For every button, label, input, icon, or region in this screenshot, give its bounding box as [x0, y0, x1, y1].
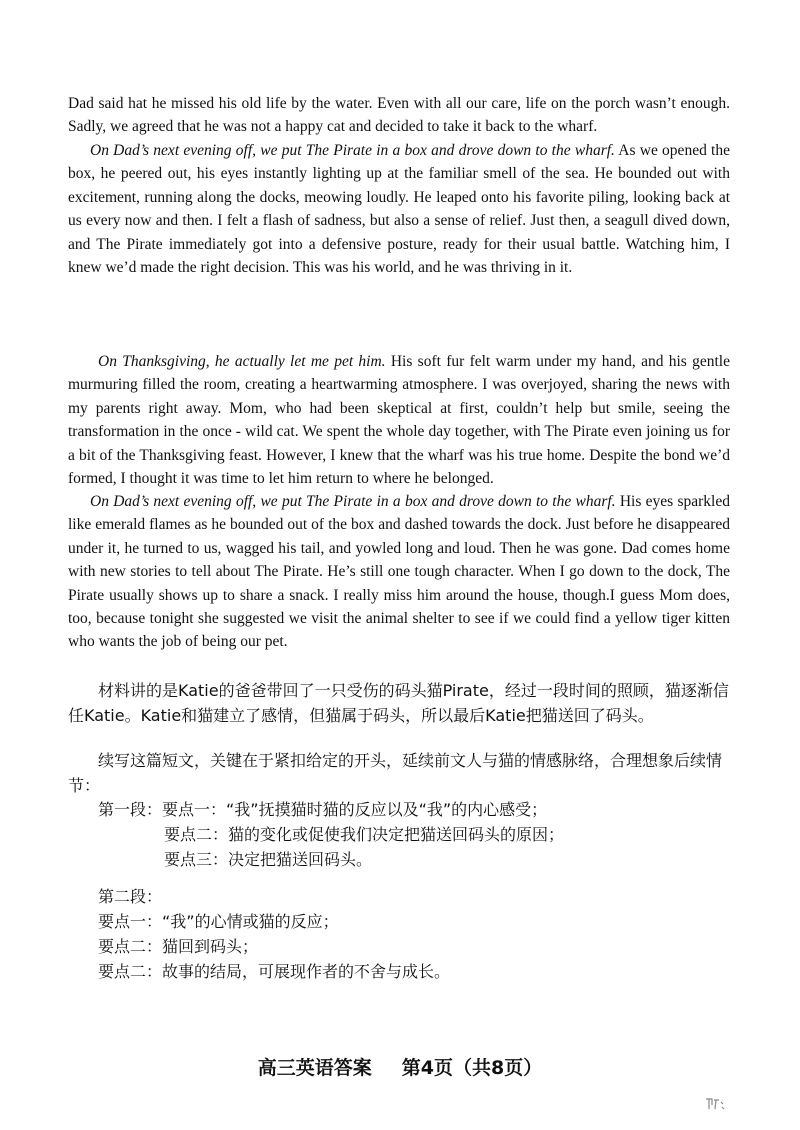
paragraph-two-points: [68, 884, 730, 984]
paragraph-4-given-opening: On Dad’s next evening off, we put The Pirate in a box and drove down to the wharf.: [90, 493, 616, 510]
point-item: 要点三：决定把猫送回码头。: [164, 850, 373, 869]
material-summary: 材料讲的是Katie的爸爸带回了一只受伤的码头猫Pirate，经过一段时间的照顾，猫逐渐信 任Katie。Katie和猫建立了感情，但猫属于码头，所以最后Katie把猫送回了码头。: [68, 681, 729, 725]
point-item: 要点一：“我”的心情或猫的反应；: [98, 912, 339, 931]
writing-guidance: 续写这篇短文，关键在于紧扣给定的开头，延续前文人与猫的情感脉络，合理想象后续情 节：: [68, 751, 723, 795]
point-item: 要点二：猫的变化或促使我们决定把猫送回码头的原因；: [164, 825, 565, 844]
passage-paragraph-4: On Dad’s next evening off, we put The Pirate in a box and drove down to the wharf. His eyes sparkled like emerald flames as he bounded out of the box and dashed towards the dock. Just before he disappeared under it, he turned to us, wagged his tail, and yowled long and loud. Then he was gone. Dad comes home with new stories to tell about The Pirate. He’s still one tough character. When I go down to the dock, The Pirate usually shows up to share a snack. I really miss him around the house, though.I guess Mom does, too, because tonight she suggested we visit the animal shelter to see if we could find a yellow tiger kitten who wants the job of being our pet.: [68, 493, 730, 651]
page-footer: [0, 1053, 800, 1080]
point-item: 要点二：猫回到码头；: [98, 937, 259, 956]
paragraph-one-points: [68, 797, 730, 872]
paragraph-3-given-opening: On Thanksgiving, he actually let me pet him.: [98, 353, 386, 370]
footer-page-number: 第4页（共8页）: [401, 1057, 543, 1079]
passage-paragraph-1: Dad said hat he missed his old life by the water. Even with all our care, life on the porch wasn’t enough. Sadly, we agreed that he was not a happy cat and decided to take it back to the wharf.: [68, 95, 730, 136]
passage-paragraph-2: On Dad’s next evening off, we put The Pirate in a box and drove down to the wharf. As we opened the box, he peered out, his eyes instantly lighting up at the familiar smell of the sea. He bounded out with excitement, running along the docks, meowing loudly. He leaped onto his favorite piling, looking back at us every now and then. I felt a flash of sadness, but also a sense of relief. Just then, a seagull dived down, and The Pirate immediately got into a defensive posture, ready for their usual battle. Watching him, I knew we’d made the right decision. This was his world, and he was thriving in it.: [68, 142, 730, 277]
corner-watermark-icon: [704, 1096, 726, 1112]
paragraph-2-given-opening: On Dad’s next evening off, we put The Pirate in a box and drove down to the wharf.: [90, 142, 615, 159]
paragraph-two-title: 第二段：: [98, 887, 163, 906]
passage-paragraph-3: On Thanksgiving, he actually let me pet him. His soft fur felt warm under my hand, and his gentle murmuring filled the room, creating a heartwarming atmosphere. I was overjoyed, sharing the news with my parents right away. Mom, who had been skeptical at first, couldn’t help but smile, seeing the transformation in the once - wild cat. We spent the whole day together, with The Pirate even joining us for a bit of the Thanksgiving feast. However, I knew that the wharf was his true home. Despite the bond we’d formed, I thought it was time to let him return to where he belonged.: [68, 353, 730, 488]
footer-subject: 高三英语答案: [257, 1057, 372, 1079]
point-item: 要点二：故事的结局，可展现作者的不舍与成长。: [98, 962, 451, 981]
point-item: 第一段：要点一：“我”抚摸猫时猫的反应以及“我”的内心感受；: [98, 800, 548, 819]
